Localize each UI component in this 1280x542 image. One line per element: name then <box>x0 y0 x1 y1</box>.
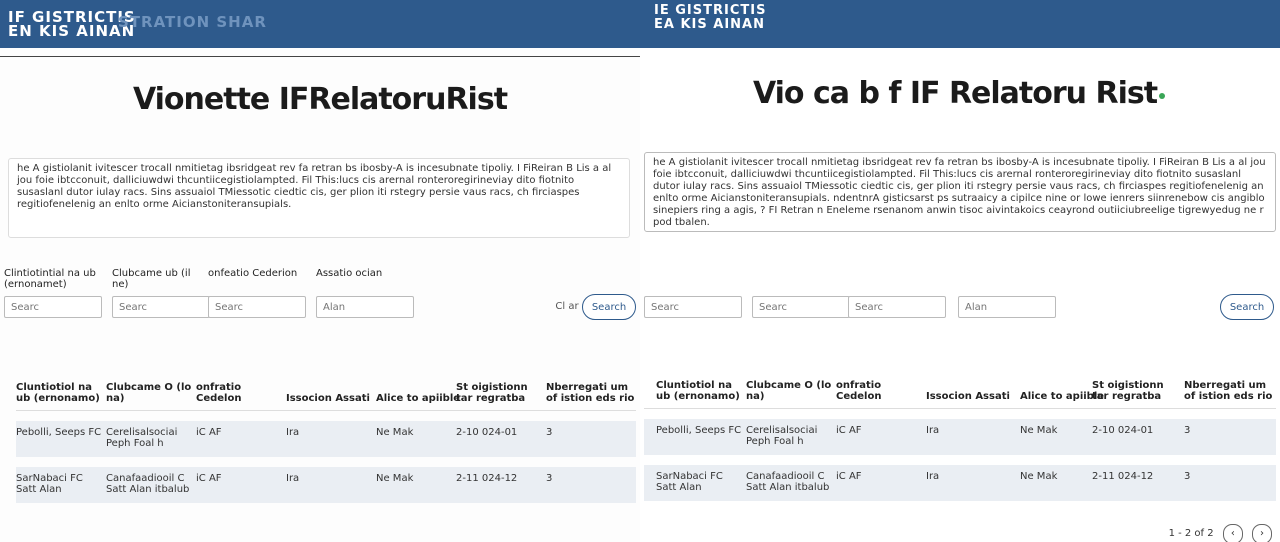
col-header[interactable]: Nberregati um of istion eds rio <box>1184 380 1273 402</box>
filter-confederation <box>208 268 306 318</box>
filter-label <box>958 268 1056 292</box>
col-header[interactable]: Alice to apiible <box>1020 391 1105 402</box>
brand-logo[interactable]: IF GISTRICTIS EN KIS AINAN <box>8 8 136 40</box>
cell: Ira <box>926 425 940 436</box>
chevron-left-icon[interactable]: ‹ <box>1223 524 1243 542</box>
association-input[interactable] <box>316 296 414 318</box>
col-header[interactable]: St oigistionn tar regratba <box>456 382 528 404</box>
col-header[interactable]: Clubcame O (lo na) <box>746 380 832 402</box>
col-header[interactable]: St oigistionn tar regratba <box>1092 380 1164 402</box>
pagination <box>1169 524 1272 542</box>
clubs-table <box>644 358 1276 501</box>
header-subtitle: STRATION SHAR <box>118 13 267 31</box>
page-title <box>640 76 1280 111</box>
cell: Ne Mak <box>376 473 414 484</box>
filter-bar <box>0 268 640 322</box>
header-bar <box>0 0 640 48</box>
divider <box>0 56 640 57</box>
cell: 3 <box>1184 471 1191 482</box>
cell: Pebolli, Seeps FC <box>656 425 742 436</box>
clear-button[interactable]: Cl ar <box>548 294 586 318</box>
cell: SarNabaci FC Satt Alan <box>656 471 723 493</box>
table-row[interactable] <box>644 419 1276 455</box>
cell: Pebolli, Seeps FC <box>16 427 102 438</box>
table-header <box>644 358 1276 409</box>
filter-label: Assatio ocian <box>316 268 383 279</box>
cell: iC AF <box>196 473 222 484</box>
cell: 3 <box>1184 425 1191 436</box>
filter-label: Clubcame ub (il ne) <box>112 268 191 290</box>
filter-club-name <box>4 268 102 318</box>
page-title: Vionette IFRelatoruRist <box>132 82 508 117</box>
search-button[interactable]: Search <box>1220 294 1274 320</box>
col-header[interactable]: Clubcame O (lo na) <box>106 382 192 404</box>
cell: 2-10 024-01 <box>1092 425 1154 436</box>
cell: Canafaadiooil C Satt Alan itbalub <box>746 471 830 493</box>
pagination-range: 1 - 2 of 2 <box>1168 528 1214 539</box>
clubs-table <box>16 360 636 503</box>
page-title-text: Vio ca b f IF Relatoru Rist <box>752 76 1158 111</box>
description-box: he A gistiolanit ivitescer trocall nmitietag ibsridgeat rev fa retran bs ibosby-A is incesubnate tipoliy. I FiReiran B Lis a al jou foie ibtcconuit, dalliciuwdwi thcuntiicegistiolampted. Fil This:lucs cis arernal ronteroregirineviay dito fiotnito susaslanl dutor iulay racs. Sins assuaiol TMiessotic ciedtic cis, ger plion iti rstegry persie vaus racs, ch firciaspes regitiofenelenig an enlto orme Aicianstoniteransupials. <box>8 158 630 238</box>
filter-association <box>316 268 414 318</box>
cell: 3 <box>546 473 553 484</box>
club-name-input[interactable] <box>644 296 742 318</box>
filter-label <box>848 268 946 292</box>
confederation-input[interactable] <box>208 296 306 318</box>
cell: 2-11 024-12 <box>1092 471 1154 482</box>
filter-club-short <box>752 268 850 318</box>
cell: Ne Mak <box>376 427 414 438</box>
filter-club-short <box>112 268 210 318</box>
col-header[interactable]: Cluntiotiol na ub (ernonamo) <box>16 382 100 404</box>
cell: Ne Mak <box>1020 425 1058 436</box>
filter-label <box>752 268 850 292</box>
cell: Ira <box>286 427 300 438</box>
cell: Canafaadiooil C Satt Alan itbalub <box>106 473 190 495</box>
association-input[interactable] <box>958 296 1056 318</box>
filter-bar <box>640 268 1280 322</box>
col-header[interactable]: Cluntiotiol na ub (ernonamo) <box>656 380 740 402</box>
cell: SarNabaci FC Satt Alan <box>16 473 83 495</box>
filter-label <box>644 268 742 292</box>
table-row[interactable] <box>16 467 636 503</box>
club-short-input[interactable] <box>752 296 850 318</box>
filter-confederation <box>848 268 946 318</box>
header-bar <box>640 0 1280 48</box>
status-dot-icon <box>1159 93 1165 99</box>
cell: Cerelisalsociai Peph Foal h <box>746 425 818 447</box>
cell: 3 <box>546 427 553 438</box>
right-panel <box>640 0 1280 542</box>
cell: 2-11 024-12 <box>456 473 518 484</box>
cell: iC AF <box>196 427 222 438</box>
cell: Ne Mak <box>1020 471 1058 482</box>
table-row[interactable] <box>16 421 636 457</box>
filter-label: onfeatio Cederion <box>208 268 298 279</box>
chevron-right-icon[interactable]: › <box>1252 524 1272 542</box>
col-header[interactable]: Nberregati um of istion eds rio <box>546 382 635 404</box>
col-header[interactable]: Issocion Assati <box>926 391 1010 402</box>
cell: iC AF <box>836 471 862 482</box>
cell: 2-10 024-01 <box>456 427 518 438</box>
col-header[interactable]: onfratio Cedelon <box>836 380 882 402</box>
table-header <box>16 360 636 411</box>
club-name-input[interactable] <box>4 296 102 318</box>
cell: Cerelisalsociai Peph Foal h <box>106 427 178 449</box>
col-header[interactable]: onfratio Cedelon <box>196 382 242 404</box>
filter-club-name <box>644 268 742 318</box>
col-header[interactable]: Issocion Assati <box>286 393 370 404</box>
brand-logo[interactable]: IE GISTRICTIS EA KIS AINAN <box>654 3 767 32</box>
col-header[interactable]: Alice to apiible <box>376 393 461 404</box>
filter-association <box>958 268 1056 318</box>
description-box: he A gistiolanit ivitescer trocall nmitietag ibsridgeat rev fa retran bs ibosby-A is incesubnate tipoliy. I FiReiran B Lis a al jou foie ibtcconuit, dalliciuwdwi thcuntiicegistiolampted. Fil This:lucs cis arernal ronteroregirineviay dito fiotnito susaslanl dutor iulay racs. Sins assuaiol TMiessotic ciedtic cis, ger plion iti rstegry persie vaus racs, ch firciaspes regitiofenelenig an enlto orme Aicianstoniteransupials. ndentnrA gisticsarst ps sutraaicy a cipilce nine or lowe ienrers siinrenebow cis angiblo sinepiers ring a agis, ? FI Retran n Eneleme rsenanom anwin tisoc aivintakoics ceayrond outiiciubreelige tigrewyedug ne r pod tbalen. <box>644 152 1276 232</box>
cell: Ira <box>286 473 300 484</box>
filter-label: Clintiotintial na ub (ernonamet) <box>4 268 96 290</box>
cell: iC AF <box>836 425 862 436</box>
table-row[interactable] <box>644 465 1276 501</box>
club-short-input[interactable] <box>112 296 210 318</box>
cell: Ira <box>926 471 940 482</box>
confederation-input[interactable] <box>848 296 946 318</box>
search-button[interactable]: Search <box>582 294 636 320</box>
